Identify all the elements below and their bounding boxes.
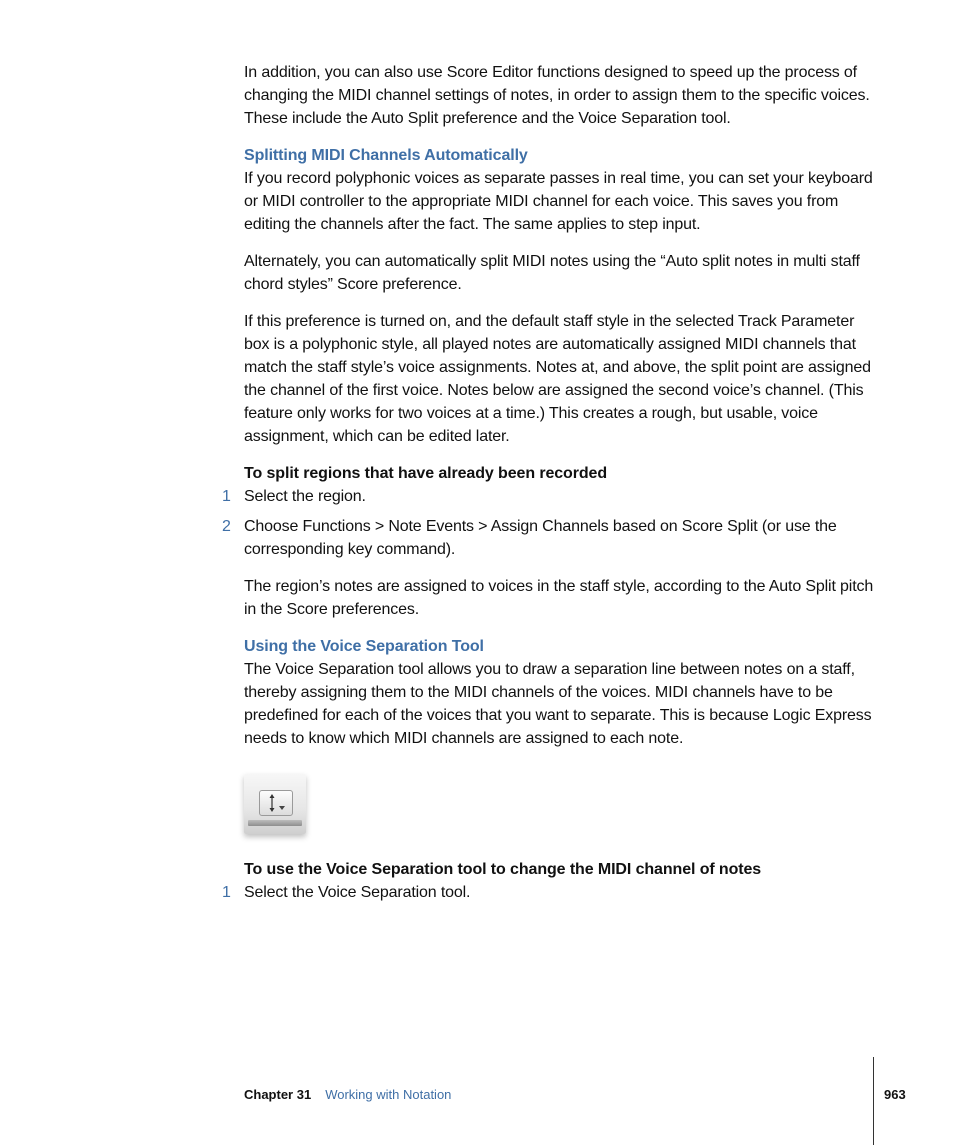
footer-divider [873, 1057, 874, 1145]
heading-voice-separation-tool: Using the Voice Separation Tool [244, 638, 484, 655]
task-step [222, 485, 876, 508]
step-text: Choose Functions > Note Events > Assign Channels based on Score Split (or use the corresponding key command). [244, 518, 837, 558]
voice-separation-paragraph: The Voice Separation tool allows you to draw a separation line between notes on a staff, thereby assigning them to the MIDI channels of the voices. MIDI channels have to be predefined for each of the voices that you want to separate. This is because Logic Express needs to know which MIDI channels are assigned to each note. [244, 661, 872, 747]
step-text: Select the region. [244, 488, 366, 505]
intro-paragraph: In addition, you can also use Score Editor functions designed to speed up the process of changing the MIDI channel settings of notes, in order to assign them to the specific voices. These include the Auto Split preference and the Voice Separation tool. [244, 64, 870, 127]
split-regions-result-paragraph: The region’s notes are assigned to voices in the staff style, according to the Auto Split pitch in the Score preferences. [244, 578, 874, 618]
tool-button-graphic [259, 790, 293, 816]
task-step [222, 515, 876, 561]
toolbar-shadow-bar [248, 820, 302, 826]
chapter-label: Chapter 31 [244, 1087, 312, 1102]
page-footer [244, 1087, 451, 1103]
splitting-paragraph-1: If you record polyphonic voices as separate passes in real time, you can set your keyboard or MIDI controller to the appropriate MIDI channel for each voice. This saves you from editing the channels after the fact. The same applies to step input. [244, 170, 873, 233]
task-title-split-regions: To split regions that have already been recorded [244, 465, 608, 482]
step-text: Select the Voice Separation tool. [244, 884, 471, 901]
step-number: 2 [222, 518, 231, 535]
voice-separation-tool-icon [244, 774, 306, 834]
splitting-paragraph-3: If this preference is turned on, and the default staff style in the selected Track Parameter box is a polyphonic style, all played notes are automatically assigned MIDI channels that match the staff style’s voice assignments. Notes at, and above, the split point are assigned the channel of the first voice. Notes below are assigned the second voice’s channel. (This feature only works for two voices at a time.) This creates a rough, but usable, voice assignment, which can be edited later. [244, 313, 871, 445]
page-number: 963 [884, 1087, 906, 1102]
step-number: 1 [222, 884, 231, 901]
splitting-paragraph-2: Alternately, you can automatically split MIDI notes using the “Auto split notes in multi staff chord styles” Score preference. [244, 253, 860, 293]
up-down-arrows-icon [260, 791, 292, 815]
page-content [222, 61, 876, 911]
task-title-use-voice-separation: To use the Voice Separation tool to change the MIDI channel of notes [244, 861, 762, 878]
heading-splitting-midi-channels: Splitting MIDI Channels Automatically [244, 147, 528, 164]
step-number: 1 [222, 488, 231, 505]
task-step [222, 881, 876, 904]
chapter-title-link[interactable]: Working with Notation [325, 1087, 452, 1102]
